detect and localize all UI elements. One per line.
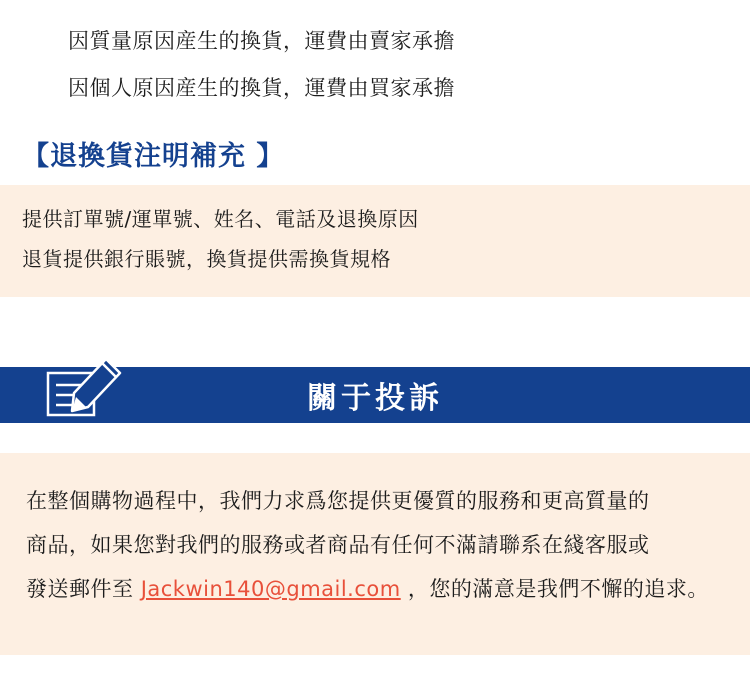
note-section-block <box>0 185 750 297</box>
policy-line: 因質量原因産生的換貨，運費由賣家承擔 <box>68 29 455 53</box>
support-email-link[interactable]: Jackwin140@gmail.com <box>140 577 401 601</box>
note-section-heading: 【退換貨注明補充 】 <box>22 141 285 172</box>
note-line: 退貨提供銀行賬號，換貨提供需換貨規格 <box>22 247 391 271</box>
banner-title: 關于投訴 <box>307 381 443 416</box>
complaint-line-prefix: 發送郵件至 <box>26 577 141 601</box>
complaint-line-with-email <box>0 567 750 611</box>
return-policy-section <box>0 0 750 112</box>
complaint-line: 商品，如果您對我們的服務或者商品有任何不滿請聯系在綫客服或 <box>26 533 650 557</box>
complaint-line-suffix: ，您的滿意是我們不懈的追求。 <box>400 577 709 601</box>
pencil-note-icon <box>36 349 122 425</box>
policy-line: 因個人原因産生的換貨，運費由買家承擔 <box>68 76 455 100</box>
complaint-banner <box>0 349 750 425</box>
note-line: 提供訂單號/運單號、姓名、電話及退換原因 <box>22 207 419 231</box>
complaint-line: 在整個購物過程中，我們力求爲您提供更優質的服務和更高質量的 <box>26 489 650 513</box>
complaint-text-block <box>0 453 750 655</box>
